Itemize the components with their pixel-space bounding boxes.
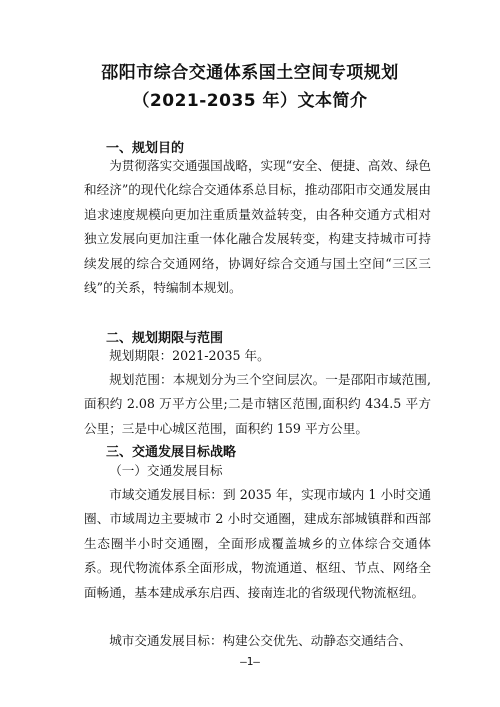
region-goal-paragraph: 市域交通发展目标：到 2035 年，实现市域内 1 小时交通圈、市域周边主要城市 2 小时交通圈，建成东部城镇群和西部生态圈半小时交通圈，全面形成覆盖城乡的立体综合交通体系。现代物流体系全面形成，物流通道、枢纽、节点、网络全面畅通，基本建成承东启西、接南连北的省级现代物流枢纽。 xyxy=(84,487,431,600)
document-title-line1: 邵阳市综合交通体系国土空间专项规划 xyxy=(101,63,399,83)
section3-heading: 三、交通发展目标战略 xyxy=(106,445,237,460)
section2-heading: 二、规划期限与范围 xyxy=(106,331,224,346)
section1-paragraph: 为贯彻落实交通强国战略，实现“安全、便捷、高效、绿色和经济”的现代化综合交通体系总目标，推动邵阳市交通发展由追求速度规模向更加注重质量效益转变，由各种交通方式相对独立发展向更加注重一体化融合发展转变，构建支持城市可持续发展的综合交通网络，协调好综合交通与国土空间“三区三线”的关系，特编制本规划。 xyxy=(84,158,431,296)
section2-scope: 规划范围：本规划分为三个空间层次。一是邵阳市域范围,面积约 2.08 万平方公里;二是市辖区范围,面积约 434.5 平方公里；三是中心城区范围，面积约 159 平方公里。 xyxy=(84,372,431,436)
subsection1-heading: （一）交通发展目标 xyxy=(109,463,223,478)
document-title-line2: （2021-2035 年）文本简介 xyxy=(132,91,368,111)
section1-heading: 一、规划目的 xyxy=(106,141,185,156)
page-number: —1— xyxy=(240,655,260,668)
section2-period: 规划期限：2021-2035 年。 xyxy=(109,348,270,363)
city-goal-paragraph: 城市交通发展目标：构建公交优先、动静态交通结合、 xyxy=(109,633,412,648)
